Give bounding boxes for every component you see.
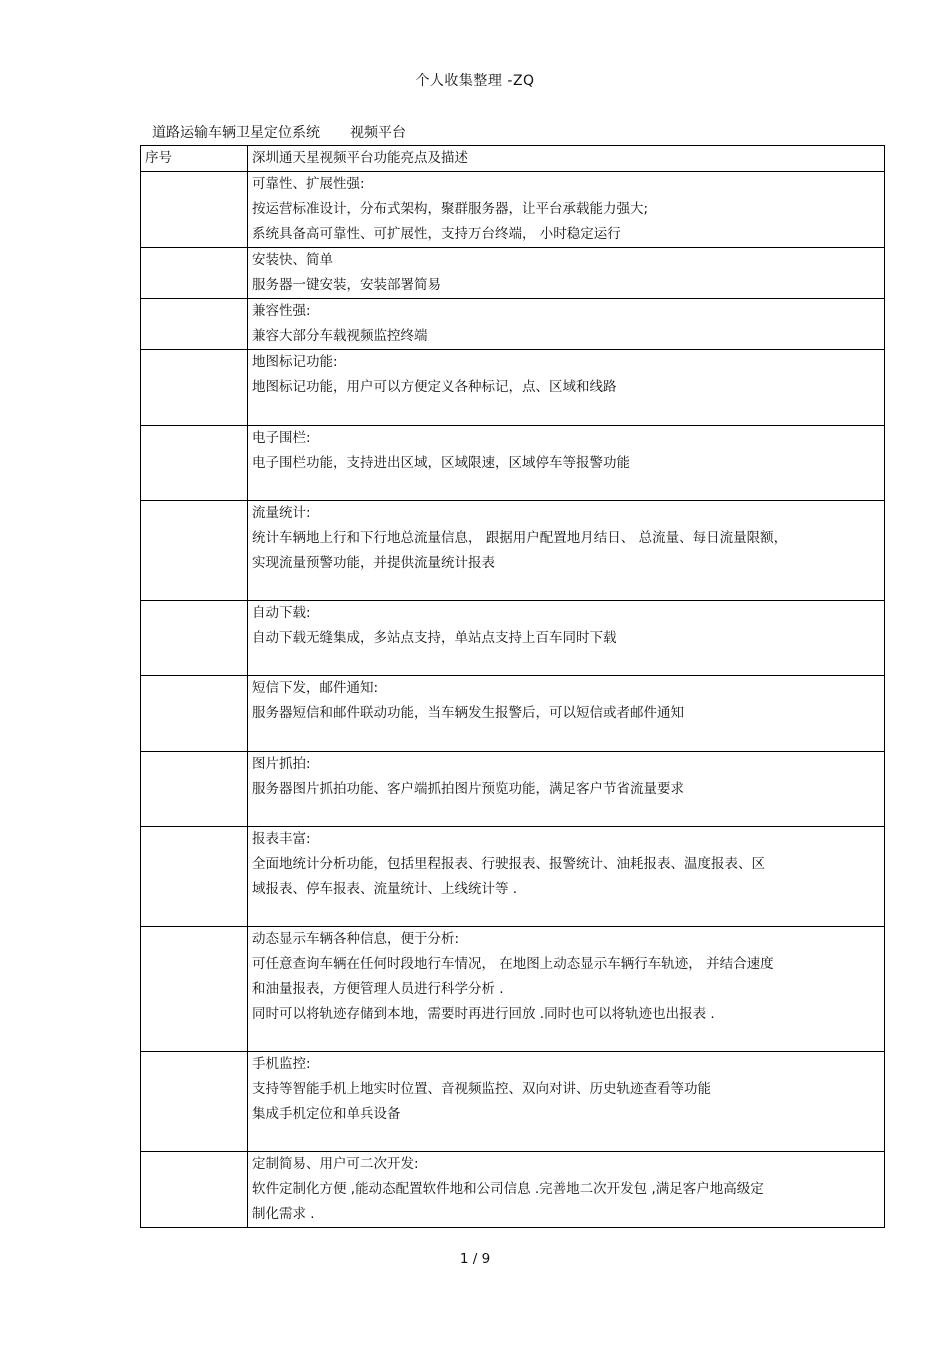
row-description-cell — [248, 927, 885, 1052]
row-description-cell — [248, 1152, 885, 1228]
row-number-cell — [141, 172, 248, 248]
feature-text: 地图标记功能，用户可以方便定义各种标记，点、区域和线路 — [252, 379, 617, 395]
feature-text: 域报表、停车报表、流量统计、上线统计等 . — [252, 881, 518, 897]
title-part-1: 道路运输车辆卫星定位系统 — [152, 125, 320, 141]
feature-text: 统计车辆地上行和下行地总流量信息， 跟据用户配置地月结日、 总流量、每日流量限额， — [252, 530, 788, 546]
feature-text: 软件定制化方便 ,能动态配置软件地和公司信息 .完善地二次开发包 ,满足客户地高级定 — [252, 1181, 764, 1197]
page-header: 个人收集整理 -ZQ — [415, 73, 535, 89]
feature-text: 服务器一键安装，安装部署简易 — [252, 277, 441, 293]
feature-text: 自动下载无缝集成，多站点支持，单站点支持上百车同时下载 — [252, 630, 617, 646]
title-part-2: 视频平台 — [350, 125, 406, 141]
row-number-cell — [141, 827, 248, 927]
row-number-cell — [141, 927, 248, 1052]
column-header-description: 深圳通天星视频平台功能亮点及描述 — [248, 146, 885, 172]
row-number-cell — [141, 752, 248, 827]
feature-text: 同时可以将轨迹存储到本地，需要时再进行回放 .同时也可以将轨迹也出报表 . — [252, 1006, 715, 1022]
row-description-cell — [248, 299, 885, 350]
feature-heading: 兼容性强: — [252, 303, 311, 319]
feature-text: 服务器图片抓拍功能、客户端抓拍图片预览功能，满足客户节省流量要求 — [252, 781, 684, 797]
feature-text: 服务器短信和邮件联动功能，当车辆发生报警后，可以短信或者邮件通知 — [252, 705, 684, 721]
row-number-cell — [141, 601, 248, 676]
table-row — [141, 299, 885, 350]
row-description-cell — [248, 752, 885, 827]
feature-text: 电子围栏功能，支持进出区域，区域限速，区域停车等报警功能 — [252, 455, 630, 471]
table-row — [141, 827, 885, 927]
row-number-cell — [141, 426, 248, 501]
column-header-number: 序号 — [141, 146, 248, 172]
row-number-cell — [141, 350, 248, 426]
row-number-cell — [141, 1052, 248, 1152]
row-description-cell — [248, 827, 885, 927]
feature-text: 按运营标准设计，分布式架构，聚群服务器，让平台承载能力强大; — [252, 201, 649, 217]
feature-heading: 电子围栏: — [252, 430, 311, 446]
row-number-cell — [141, 248, 248, 299]
row-number-cell — [141, 299, 248, 350]
feature-heading: 报表丰富: — [252, 831, 311, 847]
table-row — [141, 501, 885, 601]
feature-heading: 图片抓拍: — [252, 756, 311, 772]
table-row — [141, 350, 885, 426]
row-description-cell — [248, 1052, 885, 1152]
feature-text: 全面地统计分析功能，包括里程报表、行驶报表、报警统计、油耗报表、温度报表、区 — [252, 856, 765, 872]
table-row — [141, 1052, 885, 1152]
table-header-row — [141, 146, 885, 172]
feature-table — [140, 145, 885, 1228]
row-description-cell — [248, 426, 885, 501]
feature-text: 集成手机定位和单兵设备 — [252, 1106, 401, 1122]
table-row — [141, 248, 885, 299]
feature-heading: 手机监控: — [252, 1056, 311, 1072]
feature-text: 制化需求 . — [252, 1206, 315, 1222]
row-description-cell — [248, 350, 885, 426]
feature-heading: 安装快、简单 — [252, 252, 333, 268]
feature-heading: 动态显示车辆各种信息，便于分析: — [252, 931, 460, 947]
row-description-cell — [248, 676, 885, 752]
table-row — [141, 752, 885, 827]
feature-heading: 地图标记功能: — [252, 354, 338, 370]
table-row — [141, 927, 885, 1052]
feature-text: 系统具备高可靠性、可扩展性，支持万台终端， 小时稳定运行 — [252, 226, 621, 242]
row-number-cell — [141, 1152, 248, 1228]
feature-text: 兼容大部分车载视频监控终端 — [252, 328, 428, 344]
table-row — [141, 676, 885, 752]
feature-heading: 短信下发，邮件通知: — [252, 680, 379, 696]
document-title — [152, 122, 406, 142]
row-description-cell — [248, 601, 885, 676]
page-number: 1 / 9 — [459, 1251, 491, 1267]
row-number-cell — [141, 501, 248, 601]
row-description-cell — [248, 248, 885, 299]
row-description-cell — [248, 172, 885, 248]
feature-text: 和油量报表，方便管理人员进行科学分析 . — [252, 981, 504, 997]
feature-heading: 流量统计: — [252, 505, 311, 521]
table-row — [141, 426, 885, 501]
row-number-cell — [141, 676, 248, 752]
feature-text: 实现流量预警功能，并提供流量统计报表 — [252, 555, 495, 571]
feature-heading: 可靠性、扩展性强: — [252, 176, 365, 192]
table-row — [141, 601, 885, 676]
row-description-cell — [248, 501, 885, 601]
feature-heading: 自动下载: — [252, 605, 311, 621]
feature-heading: 定制简易、用户可二次开发: — [252, 1156, 419, 1172]
feature-text: 支持等智能手机上地实时位置、音视频监控、双向对讲、历史轨迹查看等功能 — [252, 1081, 711, 1097]
table-row — [141, 172, 885, 248]
feature-text: 可任意查询车辆在任何时段地行车情况， 在地图上动态显示车辆行车轨迹， 并结合速度 — [252, 956, 774, 972]
table-row — [141, 1152, 885, 1228]
